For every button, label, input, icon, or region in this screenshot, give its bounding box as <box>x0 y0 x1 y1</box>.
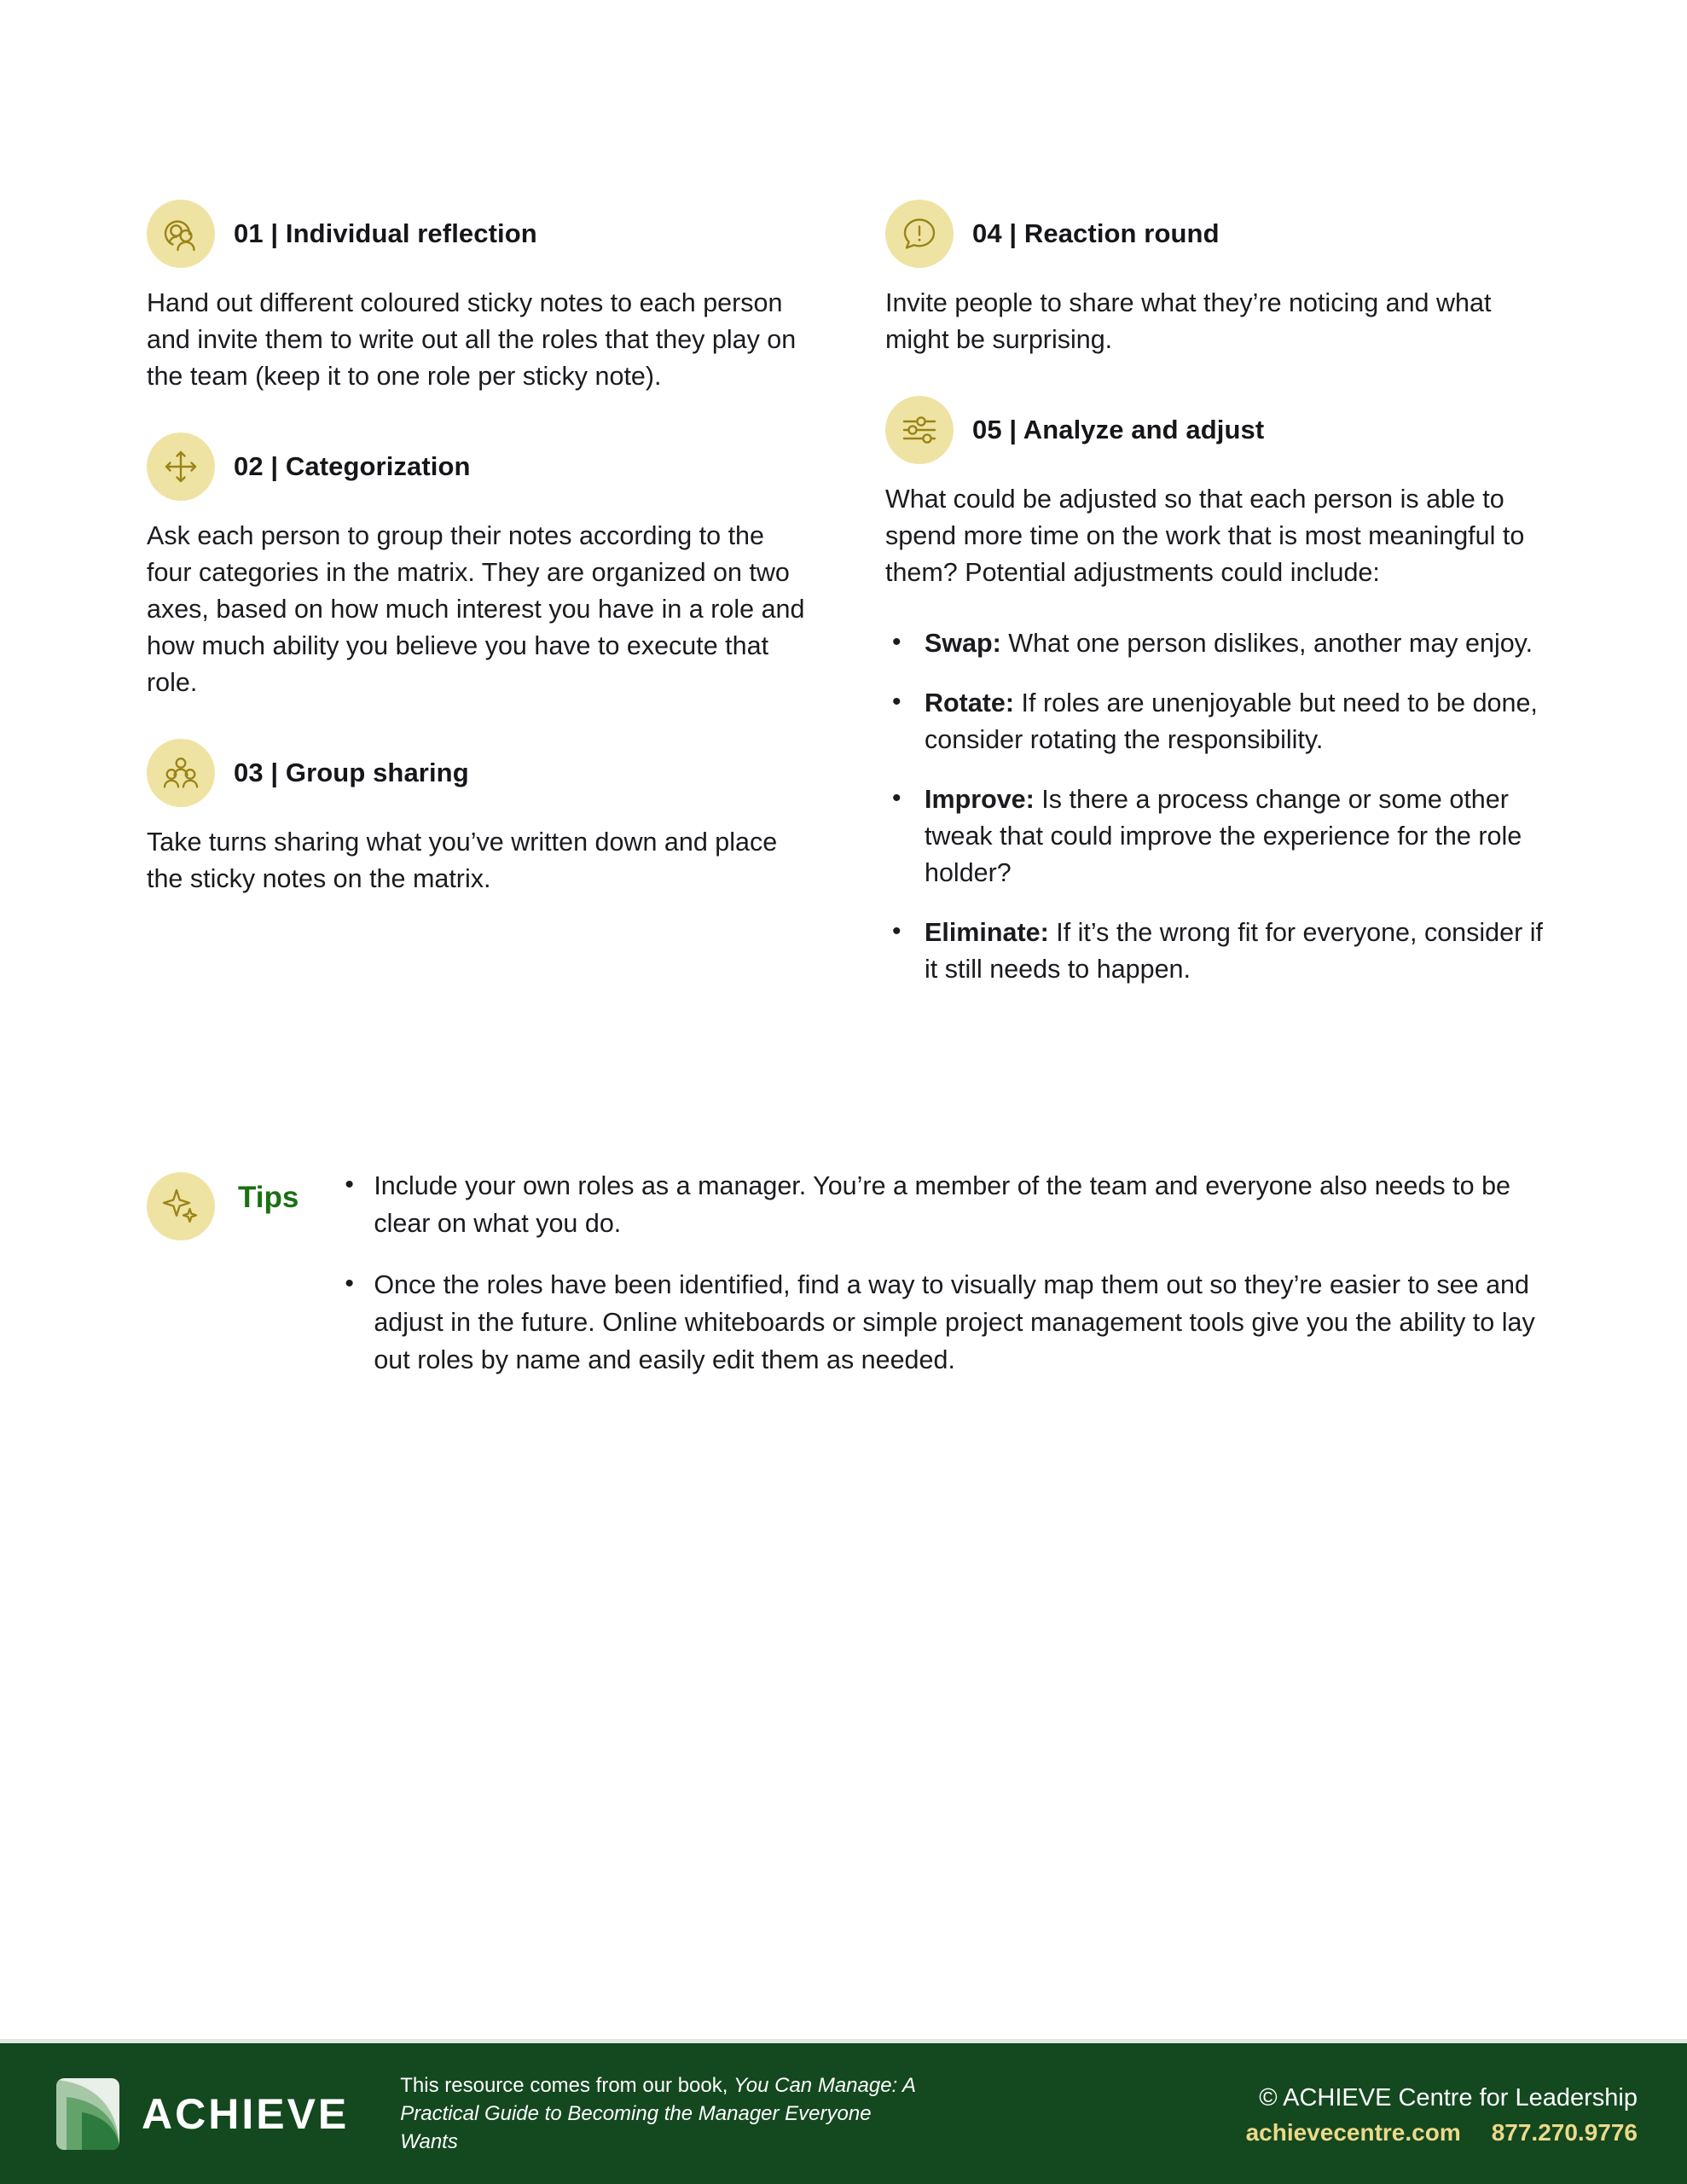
steps-content <box>147 196 1554 1011</box>
adjustment-lead: Improve: <box>925 785 1035 814</box>
list-item <box>885 685 1554 758</box>
four-way-arrows-icon <box>147 433 215 501</box>
copyright-notice: © ACHIEVE Centre for Leadership <box>1259 2084 1638 2111</box>
adjustment-lead: Rotate: <box>925 688 1015 717</box>
step-01 <box>147 196 815 395</box>
adjustment-lead: Swap: <box>925 629 1001 658</box>
adjustment-text: If roles are unenjoyable but need to be done, consider rotating the responsibility. <box>925 688 1538 754</box>
step-03-body: Take turns sharing what you’ve written down and place the sticky notes on the matrix. <box>147 828 778 893</box>
achieve-logo-icon <box>56 2078 119 2150</box>
step-05-body: What could be adjusted so that each person is able to spend more time on the work that is most meaningful to them? Potential adjustments could include: <box>885 485 1525 587</box>
list-item: • Once the roles have been identified, find a way to visually map them out so they’re easier to see and adjust in the future. Online whiteboards or simple project management tools give you the ability to lay out roles by name and easily edit them as needed. <box>339 1266 1562 1379</box>
list-item <box>885 915 1554 988</box>
contact-row <box>1246 2119 1638 2146</box>
tips-label: Tips <box>238 1181 299 1214</box>
adjustment-text: What one person dislikes, another may enjoy. <box>1000 629 1533 658</box>
list-item: • Include your own roles as a manager. You’re a member of the team and everyone also needs to be clear on what you do. <box>339 1167 1562 1242</box>
step-03-header <box>147 735 815 810</box>
footer-contact-block <box>1246 2081 1638 2146</box>
book-title: You Can Manage: A Practical Guide to Becoming the Manager Everyone Wants <box>400 2074 916 2153</box>
step-01-body: Hand out different coloured sticky notes to each person and invite them to write out all the roles that they play on the team (keep it to one role per sticky note). <box>147 288 797 391</box>
step-04-body: Invite people to share what they’re noticing and what might be surprising. <box>885 288 1492 354</box>
website-link[interactable]: achievecentre.com <box>1245 2119 1461 2146</box>
step-03-title: 03 | Group sharing <box>234 758 469 787</box>
step-02-title: 02 | Categorization <box>234 451 471 481</box>
page-footer <box>0 2043 1687 2184</box>
adjustment-text: If it’s the wrong fit for everyone, consider if it still needs to happen. <box>925 918 1543 984</box>
step-04-header <box>885 196 1554 271</box>
speech-bubble-alert-icon <box>885 200 954 268</box>
step-02-body: Ask each person to group their notes according to the four categories in the matrix. They are organized on two axes, based on how much interest you have in a role and how much ability you believe you have to execute that role. <box>147 521 805 697</box>
person-in-circle-icon <box>147 200 215 268</box>
adjustment-lead: Eliminate: <box>925 918 1049 947</box>
brand-name: ACHIEVE <box>142 2089 350 2138</box>
step-02 <box>147 429 815 701</box>
tips-section <box>147 1167 1562 1403</box>
adjustments-list <box>885 625 1554 988</box>
group-of-people-icon <box>147 739 215 807</box>
adjustment-text: Is there a process change or some other tweak that could improve the experience for the role holder? <box>925 785 1522 887</box>
footer-divider <box>0 2039 1687 2043</box>
step-01-header <box>147 196 815 271</box>
step-03 <box>147 735 815 897</box>
step-05-title: 05 | Analyze and adjust <box>972 415 1265 444</box>
tips-list <box>339 1167 1562 1403</box>
sliders-icon <box>885 396 954 464</box>
step-04-title: 04 | Reaction round <box>972 218 1220 248</box>
two-column-layout <box>147 196 1554 1011</box>
phone-number[interactable]: 877.270.9776 <box>1491 2119 1638 2146</box>
brand-lockup <box>56 2078 349 2150</box>
book-reference <box>400 2071 929 2156</box>
sparkle-icon <box>147 1172 215 1240</box>
step-04 <box>885 196 1554 358</box>
right-column <box>885 196 1554 1011</box>
left-column <box>147 196 815 932</box>
step-05 <box>885 392 1554 988</box>
list-item <box>885 625 1554 662</box>
step-05-header <box>885 392 1554 468</box>
step-02-header <box>147 429 815 504</box>
list-item <box>885 781 1554 892</box>
step-01-title: 01 | Individual reflection <box>234 218 537 248</box>
book-note-prefix: This resource comes from our book, <box>400 2074 734 2097</box>
